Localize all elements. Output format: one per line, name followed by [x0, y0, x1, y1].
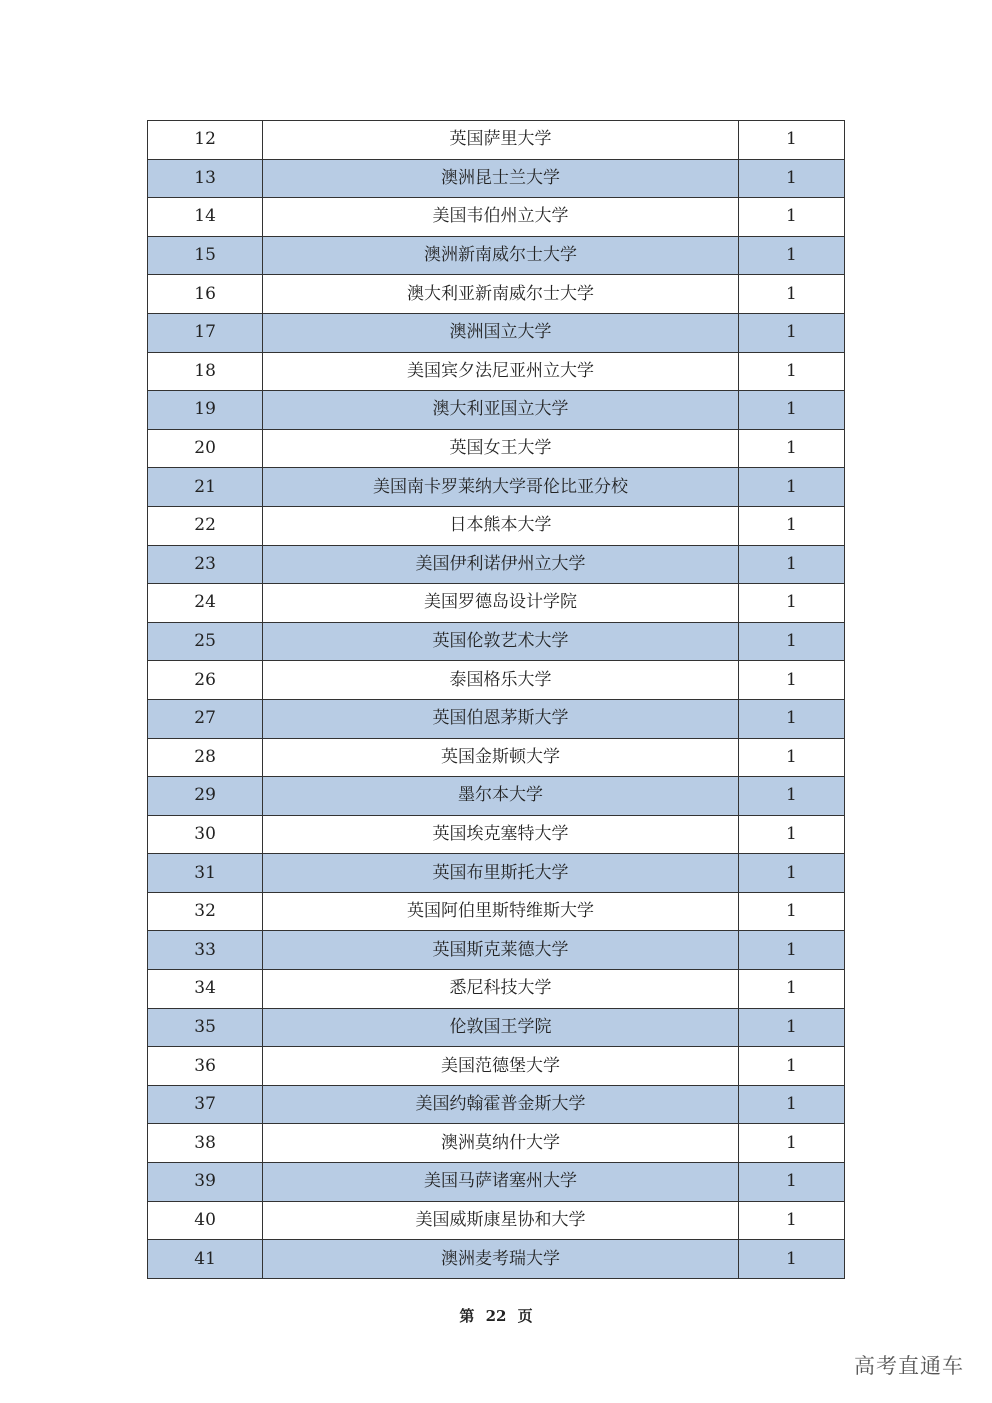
university-name-cell: 澳大利亚新南威尔士大学 — [263, 275, 739, 314]
row-index-cell: 13 — [148, 159, 263, 198]
row-index-cell: 17 — [148, 313, 263, 352]
table-row — [148, 545, 845, 584]
university-name-cell: 澳洲麦考瑞大学 — [263, 1240, 739, 1279]
table-row — [148, 352, 845, 391]
row-index-cell: 40 — [148, 1201, 263, 1240]
university-name-cell: 美国南卡罗莱纳大学哥伦比亚分校 — [263, 468, 739, 507]
page-footer — [0, 1305, 992, 1326]
table-row — [148, 506, 845, 545]
row-index-cell: 27 — [148, 699, 263, 738]
row-index-cell: 41 — [148, 1240, 263, 1279]
table-row — [148, 854, 845, 893]
row-count-cell: 1 — [738, 584, 844, 623]
row-count-cell: 1 — [738, 468, 844, 507]
table-row — [148, 1008, 845, 1047]
row-count-cell: 1 — [738, 892, 844, 931]
table-row — [148, 970, 845, 1009]
university-name-cell: 泰国格乐大学 — [263, 661, 739, 700]
row-index-cell: 14 — [148, 198, 263, 237]
table-row — [148, 738, 845, 777]
university-name-cell: 澳洲莫纳什大学 — [263, 1124, 739, 1163]
table-row — [148, 159, 845, 198]
university-name-cell: 悉尼科技大学 — [263, 970, 739, 1009]
university-name-cell: 英国斯克莱德大学 — [263, 931, 739, 970]
row-count-cell: 1 — [738, 970, 844, 1009]
row-count-cell: 1 — [738, 1163, 844, 1202]
row-count-cell: 1 — [738, 159, 844, 198]
row-count-cell: 1 — [738, 275, 844, 314]
row-index-cell: 22 — [148, 506, 263, 545]
row-count-cell: 1 — [738, 198, 844, 237]
row-count-cell: 1 — [738, 1008, 844, 1047]
university-table — [147, 120, 845, 1279]
row-count-cell: 1 — [738, 815, 844, 854]
row-count-cell: 1 — [738, 352, 844, 391]
university-name-cell: 澳大利亚国立大学 — [263, 391, 739, 430]
table-row — [148, 892, 845, 931]
table-row — [148, 815, 845, 854]
row-count-cell: 1 — [738, 1201, 844, 1240]
row-count-cell: 1 — [738, 738, 844, 777]
row-index-cell: 32 — [148, 892, 263, 931]
university-name-cell: 美国范德堡大学 — [263, 1047, 739, 1086]
table-row — [148, 391, 845, 430]
university-name-cell: 英国女王大学 — [263, 429, 739, 468]
table-row — [148, 1201, 845, 1240]
university-name-cell: 英国萨里大学 — [263, 121, 739, 160]
university-name-cell: 美国宾夕法尼亚州立大学 — [263, 352, 739, 391]
row-count-cell: 1 — [738, 429, 844, 468]
row-count-cell: 1 — [738, 236, 844, 275]
university-name-cell: 英国伦敦艺术大学 — [263, 622, 739, 661]
row-index-cell: 25 — [148, 622, 263, 661]
row-index-cell: 35 — [148, 1008, 263, 1047]
university-name-cell: 澳洲新南威尔士大学 — [263, 236, 739, 275]
university-name-cell: 日本熊本大学 — [263, 506, 739, 545]
row-index-cell: 16 — [148, 275, 263, 314]
university-name-cell: 墨尔本大学 — [263, 777, 739, 816]
university-name-cell: 美国约翰霍普金斯大学 — [263, 1085, 739, 1124]
row-index-cell: 37 — [148, 1085, 263, 1124]
row-index-cell: 24 — [148, 584, 263, 623]
university-name-cell: 美国罗德岛设计学院 — [263, 584, 739, 623]
table-row — [148, 275, 845, 314]
page-suffix: 页 — [517, 1307, 533, 1325]
row-count-cell: 1 — [738, 777, 844, 816]
table-row — [148, 584, 845, 623]
university-name-cell: 英国埃克塞特大学 — [263, 815, 739, 854]
row-index-cell: 28 — [148, 738, 263, 777]
row-count-cell: 1 — [738, 1240, 844, 1279]
row-count-cell: 1 — [738, 854, 844, 893]
row-count-cell: 1 — [738, 391, 844, 430]
table-row — [148, 699, 845, 738]
row-count-cell: 1 — [738, 1047, 844, 1086]
row-count-cell: 1 — [738, 545, 844, 584]
university-name-cell: 伦敦国王学院 — [263, 1008, 739, 1047]
row-index-cell: 21 — [148, 468, 263, 507]
row-index-cell: 15 — [148, 236, 263, 275]
university-name-cell: 澳洲昆士兰大学 — [263, 159, 739, 198]
page-prefix: 第 — [459, 1307, 475, 1325]
table-row — [148, 1124, 845, 1163]
university-name-cell: 美国马萨诸塞州大学 — [263, 1163, 739, 1202]
row-count-cell: 1 — [738, 661, 844, 700]
row-index-cell: 36 — [148, 1047, 263, 1086]
row-index-cell: 31 — [148, 854, 263, 893]
row-index-cell: 39 — [148, 1163, 263, 1202]
university-name-cell: 美国威斯康星协和大学 — [263, 1201, 739, 1240]
university-name-cell: 美国伊利诺伊州立大学 — [263, 545, 739, 584]
row-count-cell: 1 — [738, 699, 844, 738]
row-index-cell: 30 — [148, 815, 263, 854]
table-row — [148, 1163, 845, 1202]
table-row — [148, 236, 845, 275]
row-count-cell: 1 — [738, 121, 844, 160]
row-index-cell: 26 — [148, 661, 263, 700]
watermark-text: 高考直通车 — [854, 1354, 964, 1378]
table-row — [148, 622, 845, 661]
university-name-cell: 美国韦伯州立大学 — [263, 198, 739, 237]
row-index-cell: 23 — [148, 545, 263, 584]
university-name-cell: 英国伯恩茅斯大学 — [263, 699, 739, 738]
university-name-cell: 澳洲国立大学 — [263, 313, 739, 352]
table-row — [148, 198, 845, 237]
table-row — [148, 121, 845, 160]
university-name-cell: 英国金斯顿大学 — [263, 738, 739, 777]
table-row — [148, 661, 845, 700]
table-row — [148, 1047, 845, 1086]
row-count-cell: 1 — [738, 1085, 844, 1124]
table-row — [148, 313, 845, 352]
row-count-cell: 1 — [738, 1124, 844, 1163]
table-row — [148, 468, 845, 507]
table-row — [148, 1085, 845, 1124]
row-index-cell: 20 — [148, 429, 263, 468]
table-row — [148, 1240, 845, 1279]
row-index-cell: 33 — [148, 931, 263, 970]
table-row — [148, 777, 845, 816]
table-body — [148, 121, 845, 1279]
university-name-cell: 英国布里斯托大学 — [263, 854, 739, 893]
row-index-cell: 29 — [148, 777, 263, 816]
row-index-cell: 19 — [148, 391, 263, 430]
row-index-cell: 12 — [148, 121, 263, 160]
row-index-cell: 38 — [148, 1124, 263, 1163]
row-count-cell: 1 — [738, 622, 844, 661]
university-name-cell: 英国阿伯里斯特维斯大学 — [263, 892, 739, 931]
row-count-cell: 1 — [738, 313, 844, 352]
table-row — [148, 429, 845, 468]
row-count-cell: 1 — [738, 931, 844, 970]
row-index-cell: 34 — [148, 970, 263, 1009]
row-index-cell: 18 — [148, 352, 263, 391]
page-number: 22 — [485, 1307, 507, 1325]
table-row — [148, 931, 845, 970]
row-count-cell: 1 — [738, 506, 844, 545]
